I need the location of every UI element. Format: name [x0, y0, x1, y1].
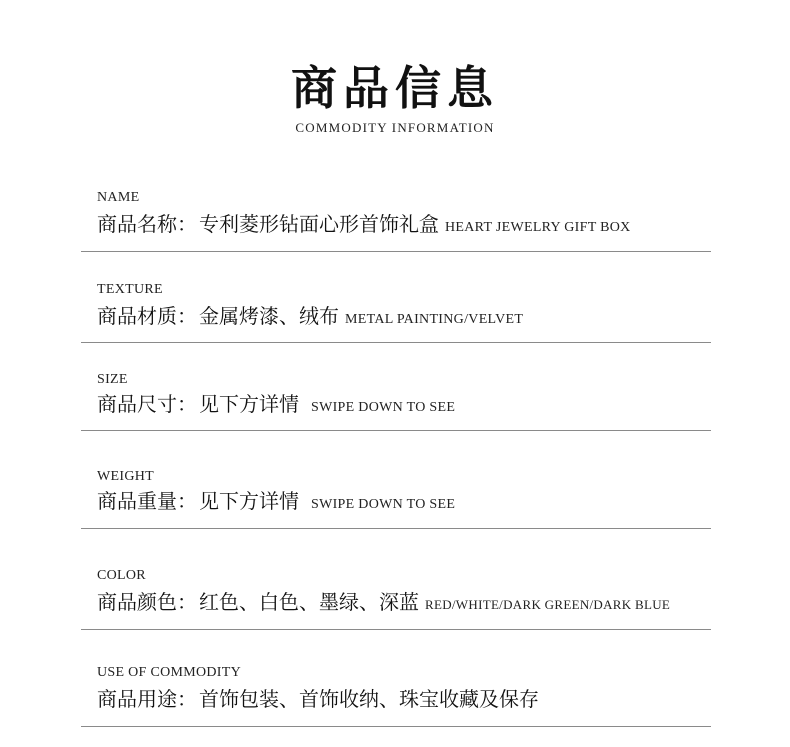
- page-title: 商品信息: [291, 61, 499, 115]
- row-content: [97, 300, 523, 329]
- row-english-value: SWIPE DOWN TO SEE: [311, 497, 456, 512]
- row-chinese-value: 首饰包装、首饰收纳、珠宝收藏及保存: [199, 687, 539, 711]
- row-english-label: WEIGHT: [97, 469, 155, 484]
- info-row-color: [81, 565, 711, 630]
- row-content: [97, 485, 455, 514]
- row-content: [97, 388, 455, 417]
- row-english-label: SIZE: [97, 372, 128, 387]
- row-chinese-label: 商品尺寸：: [97, 392, 197, 416]
- row-english-label: NAME: [97, 190, 140, 205]
- row-content: [97, 683, 539, 712]
- row-chinese-label: 商品重量：: [97, 489, 197, 513]
- row-english-value: RED/WHITE/DARK GREEN/DARK BLUE: [425, 597, 671, 612]
- row-chinese-value: 见下方详情: [199, 489, 299, 513]
- info-row-texture: [81, 280, 711, 343]
- info-row-size: [81, 369, 711, 431]
- row-content: [97, 208, 631, 237]
- row-english-value: SWIPE DOWN TO SEE: [311, 400, 456, 415]
- info-row-use: [81, 662, 711, 727]
- page-header: [0, 58, 790, 136]
- row-english-value: METAL PAINTING/VELVET: [345, 312, 524, 327]
- row-english-value: HEART JEWELRY GIFT BOX: [445, 220, 631, 235]
- info-row-weight: [81, 466, 711, 529]
- row-chinese-label: 商品名称：: [97, 212, 197, 236]
- row-chinese-value: 见下方详情: [199, 392, 299, 416]
- row-chinese-label: 商品颜色：: [97, 590, 197, 614]
- row-english-label: COLOR: [97, 568, 146, 583]
- row-chinese-value: 红色、白色、墨绿、深蓝: [199, 590, 419, 614]
- page-subtitle: COMMODITY INFORMATION: [295, 120, 495, 135]
- row-chinese-value: 金属烤漆、绒布: [199, 304, 339, 328]
- info-row-name: [81, 186, 711, 252]
- row-chinese-label: 商品材质：: [97, 304, 197, 328]
- row-chinese-label: 商品用途：: [97, 687, 197, 711]
- row-chinese-value: 专利菱形钻面心形首饰礼盒: [199, 212, 439, 236]
- row-content: [97, 586, 670, 615]
- row-english-label: USE OF COMMODITY: [97, 665, 242, 680]
- row-english-label: TEXTURE: [97, 282, 163, 297]
